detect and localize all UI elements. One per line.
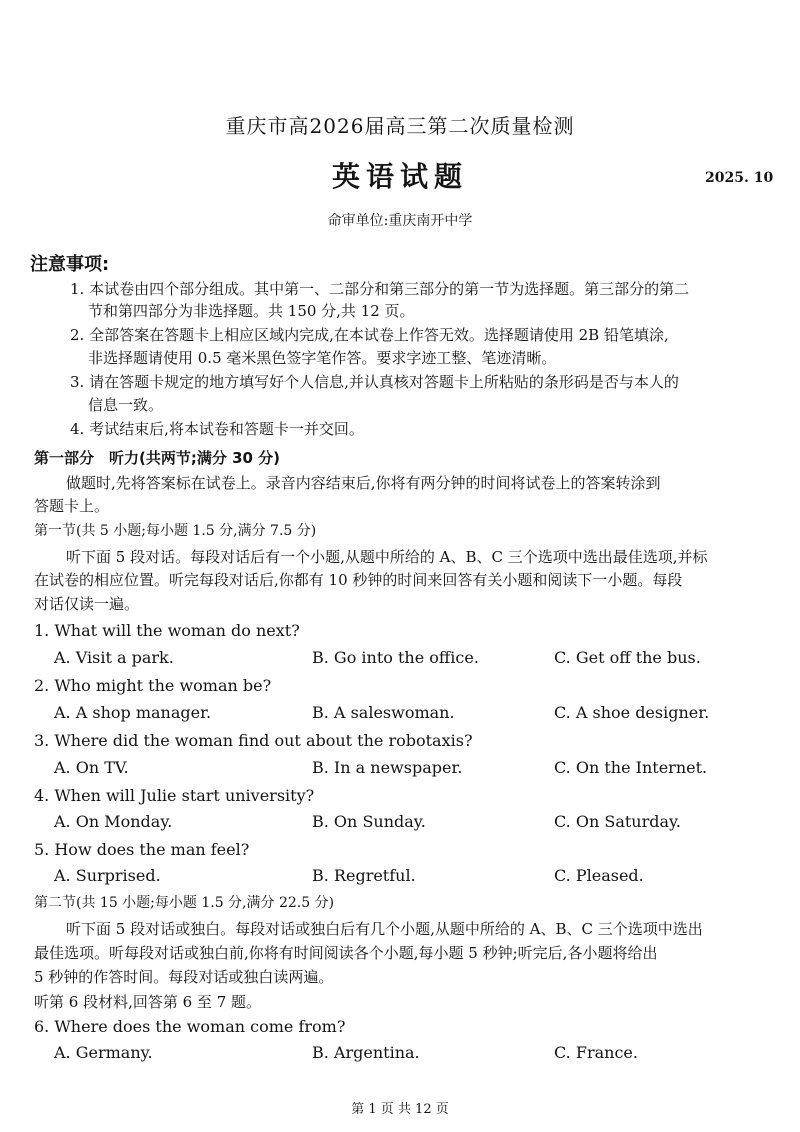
question-stem: 4. When will Julie start university? — [34, 786, 315, 805]
notice-line: 2. 全部答案在答题卡上相应区域内完成,在本试卷上作答无效。选择题请使用 2B 铅笔填涂, — [70, 326, 669, 344]
option-b: B. Regretful. — [312, 866, 416, 885]
question-stem: 1. What will the woman do next? — [34, 621, 300, 640]
section2-intro-line: 最佳选项。听每段对话或独白前,你将有时间阅读各个小题,每小题 5 秒钟;听完后,各小题将给出 — [34, 944, 658, 962]
notice-line: 4. 考试结束后,将本试卷和答题卡一并交回。 — [70, 420, 364, 438]
section2-intro-line: 5 秒钟的作答时间。每段对话或独白读两遍。 — [34, 968, 334, 986]
option-c: C. France. — [554, 1043, 638, 1062]
part1-heading: 第一部分 听力(共两节;满分 30 分) — [34, 449, 281, 467]
option-b: B. On Sunday. — [312, 812, 426, 831]
exam-unit: 命审单位:重庆南开中学 — [327, 213, 473, 229]
option-c: C. A shoe designer. — [554, 703, 710, 722]
question-stem: 3. Where did the woman find out about the robotaxis? — [34, 731, 473, 750]
option-a: A. Surprised. — [54, 866, 161, 885]
exam-title-line1: 重庆市高2026届高三第二次质量检测 — [225, 114, 575, 138]
question-stem: 2. Who might the woman be? — [34, 676, 272, 695]
part1-intro-line: 答题卡上。 — [34, 497, 110, 515]
notice-line: 3. 请在答题卡规定的地方填写好个人信息,并认真核对答题卡上所粘贴的条形码是否与本人的 — [70, 373, 679, 391]
notice-line: 1. 本试卷由四个部分组成。其中第一、二部分和第三部分的第一节为选择题。第三部分的第二 — [70, 280, 690, 298]
part1-intro-line: 做题时,先将答案标在试卷上。录音内容结束后,你将有两分钟的时间将试卷上的答案转涂到 — [66, 474, 661, 492]
page-footer: 第 1 页 共 12 页 — [351, 1102, 449, 1117]
option-b: B. A saleswoman. — [312, 703, 455, 722]
option-c: C. On the Internet. — [554, 758, 708, 777]
section1-intro-line: 听下面 5 段对话。每段对话后有一个小题,从题中所给的 A、B、C 三个选项中选出最佳选项,并标 — [66, 548, 708, 566]
question-stem: 5. How does the man feel? — [34, 840, 250, 859]
option-c: C. Get off the bus. — [554, 648, 701, 667]
section2-heading: 第二节(共 15 小题;每小题 1.5 分,满分 22.5 分) — [34, 895, 335, 911]
option-b: B. Go into the office. — [312, 648, 479, 667]
section1-intro-line: 对话仅读一遍。 — [34, 595, 140, 613]
section2-intro-line: 听下面 5 段对话或独白。每段对话或独白后有几个小题,从题中所给的 A、B、C 三个选项中选出 — [66, 920, 703, 938]
notice-heading: 注意事项: — [30, 254, 110, 275]
option-a: A. On Monday. — [54, 812, 173, 831]
exam-subject-title: 英语试题 — [331, 160, 468, 193]
question-stem: 6. Where does the woman come from? — [34, 1017, 346, 1036]
option-c: C. On Saturday. — [554, 812, 682, 831]
exam-date: 2025. 10 — [705, 170, 774, 186]
option-b: B. Argentina. — [312, 1043, 420, 1062]
section1-heading: 第一节(共 5 小题;每小题 1.5 分,满分 7.5 分) — [34, 523, 317, 539]
option-a: A. Germany. — [54, 1043, 153, 1062]
option-c: C. Pleased. — [554, 866, 644, 885]
notice-line: 非选择题请使用 0.5 毫米黑色签字笔作答。要求字迹工整、笔迹清晰。 — [88, 349, 557, 367]
option-b: B. In a newspaper. — [312, 758, 463, 777]
notice-line: 信息一致。 — [88, 396, 164, 414]
option-a: A. On TV. — [54, 758, 129, 777]
section1-intro-line: 在试卷的相应位置。听完每段对话后,你都有 10 秒钟的时间来回答有关小题和阅读下一小题。每段 — [34, 571, 683, 589]
material-note: 听第 6 段材料,回答第 6 至 7 题。 — [34, 993, 262, 1011]
notice-line: 节和第四部分为非选择题。共 150 分,共 12 页。 — [88, 302, 415, 320]
option-a: A. A shop manager. — [54, 703, 212, 722]
option-a: A. Visit a park. — [54, 648, 174, 667]
